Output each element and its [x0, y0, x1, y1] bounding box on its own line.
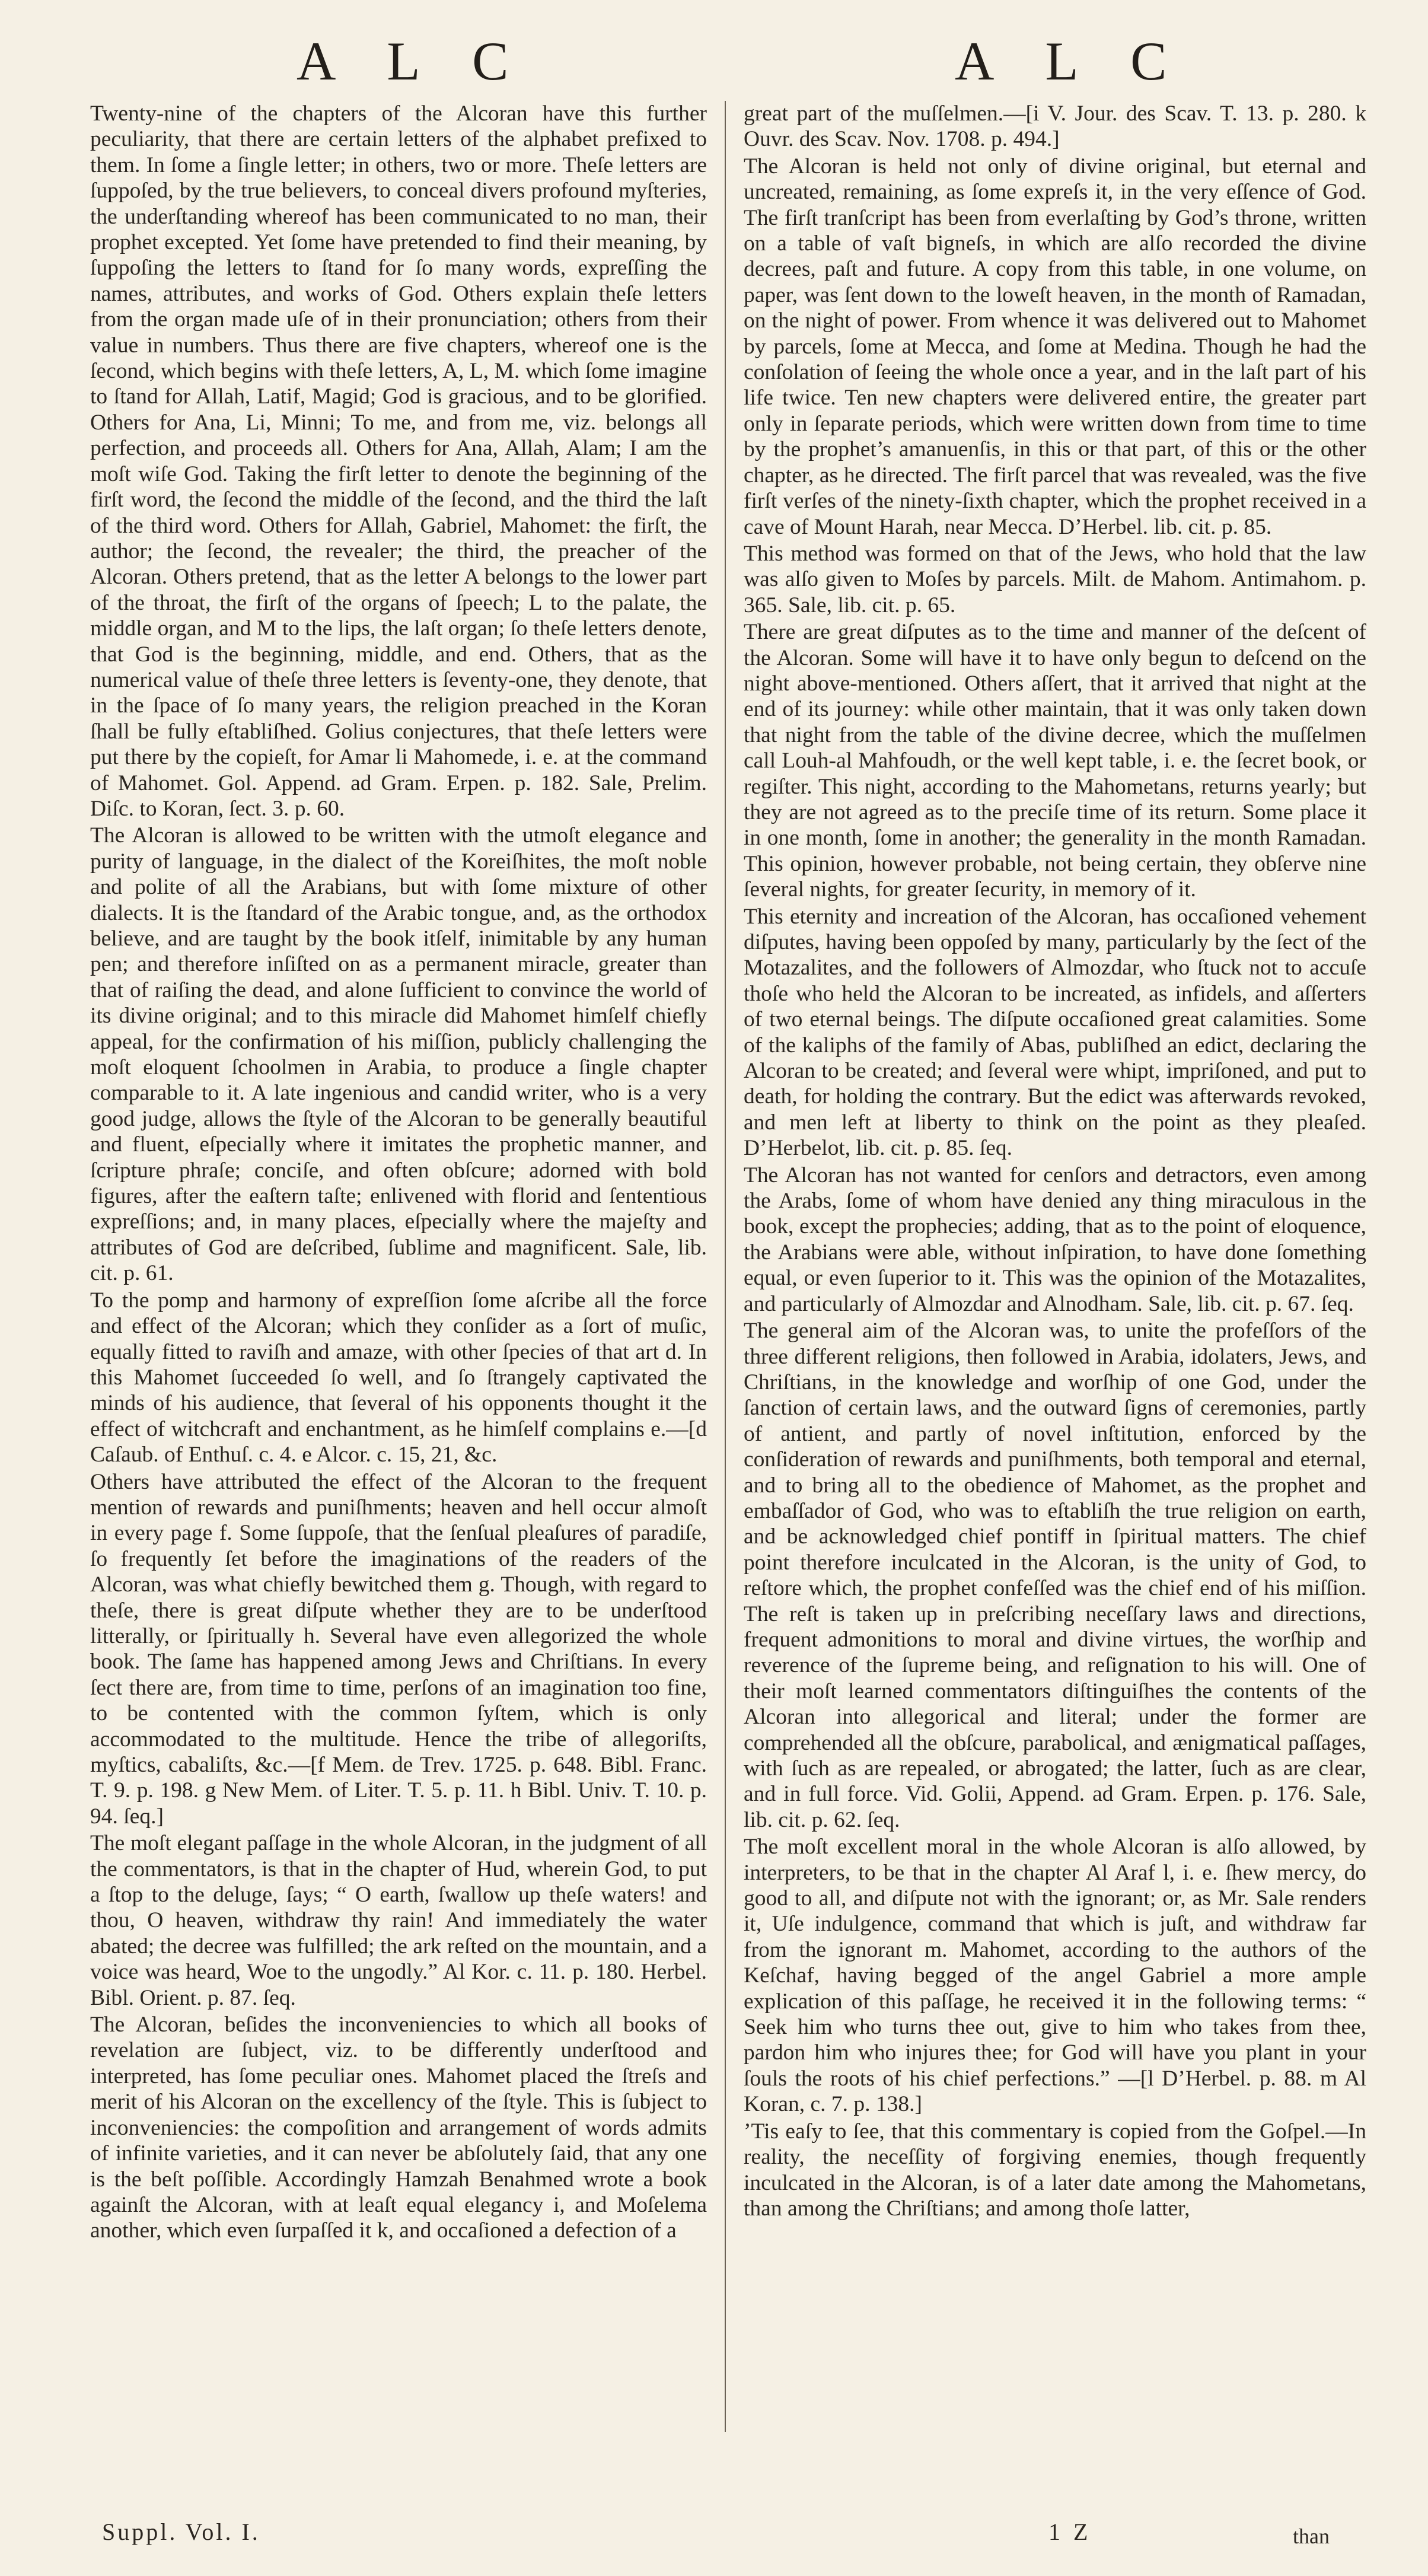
paragraph: The moſt elegant paſſage in the whole Alcoran, in the judgment of all the commentators, is that in the chapter of Hud, wherein God, to put a ſtop to the deluge, ſays; “ O earth, ſwallow up theſe waters! and thou, O heaven, withdraw thy rain! And immediately the water abated; the decree was fulfilled; the ark reſted on the mountain, and a voice was heard, Woe to the ungodly.” Al Kor. c. 11. p. 180. Herbel. Bibl. Orient. p. 87. ſeq. [90, 1831, 707, 2010]
column-rule [725, 101, 726, 2432]
running-head-right: A L C [955, 31, 1187, 91]
left-column [90, 101, 707, 2509]
right-column [744, 101, 1366, 2509]
paragraph: The Alcoran is allowed to be written with the utmoſt elegance and purity of language, in the dialect of the Koreiſhites, the moſt noble and polite of all the Arabians, but with ſome mixture of other dialects. It is the ſtandard of the Arabic tongue, and, as the orthodox believe, and are taught by the book itſelf, inimitable by any human pen; and therefore inſiſted on as a permanent miracle, greater than that of raiſing the dead, and alone ſufficient to convince the world of its divine original; and to this miracle did Mahomet himſelf chiefly appeal, for the confirmation of his miſſion, publicly challenging the moſt eloquent ſchoolmen in Arabia, to produce a ſingle chapter comparable to it. A late ingenious and candid writer, who is a very good judge, allows the ſtyle of the Alcoran to be generally beautiful and fluent, eſpecially where it imitates the prophetic manner, and ſcripture phraſe; conciſe, and often obſcure; adorned with bold figures, after the eaſtern taſte; enlivened with florid and ſententious expreſſions; and, in many places, eſpecially where the majeſty and attributes of God are deſcribed, ſublime and magnificent. Sale, lib. cit. p. 61. [90, 823, 707, 1286]
paragraph: The Alcoran is held not only of divine original, but eternal and uncreated, remaining, as ſome expreſs it, in the very eſſence of God. The firſt tranſcript has been from everlaſting by God’s throne, written on a table of vaſt bigneſs, in which are alſo recorded the divine decrees, paſt and future. A copy from this table, in one volume, on paper, was ſent down to the loweſt heaven, in the month of Ramadan, on the night of power. From whence it was delivered out to Mahomet by parcels, ſome at Mecca, and ſome at Medina. Though he had the conſolation of ſeeing the whole once a year, and in the laſt part of his life twice. Ten new chapters were delivered entire, the greater part only in ſeparate periods, which were written down from time to time by the prophet’s amanuenſis, in this or that part, of this or the other chapter, as he directed. The firſt parcel that was revealed, was the five firſt verſes of the ninety-ſixth chapter, which the prophet received in a cave of Mount Harah, near Mecca. D’Herbel. lib. cit. p. 85. [744, 154, 1366, 539]
paragraph: The general aim of the Alcoran was, to unite the profeſſors of the three different religions, then followed in Arabia, idolaters, Jews, and Chriſtians, in the knowledge and worſhip of one God, under the ſanction of certain laws, and the outward ſigns of ceremonies, partly of antient, and partly of novel inſtitution, enforced by the conſideration of rewards and puniſhments, both temporal and eternal, and to bring all to the obedience of Mahomet, as the prophet and embaſſador of God, who was to eſtabliſh the true religion on earth, and be acknowledged chief pontiff in ſpiritual matters. The chief point therefore inculcated in the Alcoran, is the unity of God, to reſtore which, the prophet confeſſed was the chief end of his miſſion. The reſt is taken up in preſcribing neceſſary laws and directions, frequent admonitions to moral and divine virtues, the worſhip and reverence of the ſupreme being, and reſignation to his will. One of their moſt learned commentators diſtinguiſhes the contents of the Alcoran into allegorical and literal; under the former are comprehended all the obſcure, parabolical, and ænigmatical paſſages, with ſuch as are repealed, or abrogated; the latter, ſuch as are clear, and in full force. Vid. Golii, Append. ad Gram. Erpen. p. 176. Sale, lib. cit. p. 62. ſeq. [744, 1319, 1366, 1832]
paragraph: To the pomp and harmony of expreſſion ſome aſcribe all the force and effect of the Alcoran; which they conſider as a ſort of muſic, equally fitted to raviſh and amaze, with other ſpecies of that art d. In this Mahomet ſucceeded ſo well, and ſo ſtrangely captivated the minds of his audience, that ſeveral of his opponents thought it the effect of witchcraft and enchantment, as he himſelf complains e.—[d Caſaub. of Enthuſ. c. 4. e Alcor. c. 15, 21, &c. [90, 1288, 707, 1467]
paragraph: great part of the muſſelmen.—[i V. Jour. des Scav. T. 13. p. 280. k Ouvr. des Scav. Nov. 1708. p. 494.] [744, 101, 1366, 152]
paragraph: This method was formed on that of the Jews, who hold that the law was alſo given to Moſes by parcels. Milt. de Mahom. Antimahom. p. 365. Sale, lib. cit. p. 65. [744, 541, 1366, 617]
catchword: than [1293, 2524, 1330, 2548]
running-head-left: A L C [297, 31, 529, 91]
paragraph: The Alcoran, beſides the inconveniencies to which all books of revelation are ſubject, viz. to be differently underſtood and interpreted, has ſome peculiar ones. Mahomet placed the ſtreſs and merit of his Alcoran on the excellency of the ſtyle. This is ſubject to inconveniencies: the compoſition and arrangement of words admits of infinite varieties, and it can never be abſolutely ſaid, that any one is the beſt poſſible. Accordingly Hamzah Benahmed wrote a book againſt the Alcoran, with at leaſt equal elegancy i, and Moſelema another, which even ſurpaſſed it k, and occaſioned a defection of a [90, 2013, 707, 2243]
paragraph: The moſt excellent moral in the whole Alcoran is alſo allowed, by interpreters, to be that in the chapter Al Araf l, i. e. ſhew mercy, do good to all, and diſpute not with the ignorant; or, as Mr. Sale renders it, Uſe indulgence, command that which is juſt, and withdraw far from the ignorant m. Mahomet, according to the authors of the Keſchaf, having begged of the angel Gabriel a more ample explication of this paſſage, he received it in the following terms: “ Seek him who turns thee out, give to him who takes from thee, pardon him who injures thee; for God will have you plant in your ſouls the roots of his chief perfections.” —[l D’Herbel. p. 88. m Al Koran, c. 7. p. 138.] [744, 1835, 1366, 2117]
running-header [0, 24, 1428, 89]
paragraph: ’Tis eaſy to ſee, that this commentary is copied from the Goſpel.—In reality, the neceſſity of forgiving enemies, though frequently inculcated in the Alcoran, is of a later date among the Mahometans, than among the Chriſtians; and among thoſe latter, [744, 2119, 1366, 2221]
paragraph: The Alcoran has not wanted for cenſors and detractors, even among the Arabs, ſome of whom have denied any thing miraculous in the book, except the prophecies; adding, that as to the point of eloquence, the Arabians were able, without inſpiration, to have done ſomething equal, or even ſuperior to it. This was the opinion of the Motazalites, and particularly of Almozdar and Alnodham. Sale, lib. cit. p. 67. ſeq. [744, 1163, 1366, 1316]
paragraph: Others have attributed the effect of the Alcoran to the frequent mention of rewards and puniſhments; heaven and hell occur almoſt in every page f. Some ſuppoſe, that the ſenſual pleaſures of paradiſe, ſo frequently ſet before the imaginations of the readers of the Alcoran, was what chiefly bewitched them g. Though, with regard to theſe, there is great diſpute whether they are to be underſtood litterally, or ſpiritually h. Several have even allegorized the whole book. The ſame has happened among Jews and Chriſtians. In every ſect there are, from time to time, perſons of an imagination too fine, to be contented with the common ſyſtem, which is only accommodated to the multitude. Hence the tribe of allegoriſts, myſtics, cabaliſts, &c.—[f Mem. de Trev. 1725. p. 648. Bibl. Franc. T. 9. p. 198. g New Mem. of Liter. T. 5. p. 11. h Bibl. Univ. T. 10. p. 94. ſeq.] [90, 1469, 707, 1829]
page-footer [0, 2518, 1428, 2553]
volume-signature: Suppl. Vol. I. [102, 2518, 260, 2545]
paragraph: There are great diſputes as to the time and manner of the deſcent of the Alcoran. Some will have it to have only begun to deſcend on the night above-mentioned. Others aſſert, that it arrived that night at the end of its journey: while other maintain, that it was only taken down that night from the table of the divine decree, which the muſſelmen call Louh-al Mahfoudh, or the well kept table, i. e. the ſecret book, or regiſter. This night, according to the Mahometans, returns yearly; but they are not agreed as to the preciſe time of its return. Some place it in one month, ſome in another; the generality in the month Ramadan. This opinion, however probable, not being certain, they obſerve nine ſeveral nights, for greater ſecurity, in memory of it. [744, 620, 1366, 902]
paragraph: This eternity and increation of the Alcoran, has occaſioned vehement diſputes, having been oppoſed by many, particularly by the ſect of the Motazalites, and the followers of Almozdar, who ſtuck not to accuſe thoſe who held the Alcoran to be increated, as infidels, and aſſerters of two eternal beings. The diſpute occaſioned great calamities. Some of the kaliphs of the family of Abas, publiſhed an edict, declaring the Alcoran to be created; and ſeveral were whipt, impriſoned, and put to death, for holding the contrary. But the edict was afterwards revoked, and men left at liberty to think on the point as they pleaſed. D’Herbelot, lib. cit. p. 85. ſeq. [744, 904, 1366, 1161]
gathering-mark: 1 Z [1048, 2518, 1092, 2545]
paragraph: Twenty-nine of the chapters of the Alcoran have this further peculiarity, that there are certain letters of the alphabet prefixed to them. In ſome a ſingle letter; in others, two or more. Theſe letters are ſuppoſed, by the true believers, to conceal divers profound myſteries, the underſtanding whereof has been communicated to no man, their prophet excepted. Yet ſome have pretended to find their meaning, by ſuppoſing the letters to ſtand for ſo many words, expreſſing the names, attributes, and works of God. Others explain theſe letters from the organ made uſe of in their pronunciation; others from their value in numbers. Thus there are five chapters, whereof one is the ſecond, which begins with theſe letters, A, L, M. which ſome imagine to ſtand for Allah, Latif, Magid; God is gracious, and to be glorified. Others for Ana, Li, Minni; To me, and from me, viz. belongs all perfection, and proceeds all. Others for Ana, Allah, Alam; I am the moſt wiſe God. Taking the firſt letter to denote the beginning of the firſt word, the ſecond the middle of the ſecond, and the third the laſt of the third word. Others for Allah, Gabriel, Mahomet: the firſt, the author; the ſecond, the revealer; the third, the preacher of the Alcoran. Others pretend, that as the letter A belongs to the lower part of the throat, the firſt of the organs of ſpeech; L to the palate, the middle organ, and M to the lips, the laſt organ; ſo theſe letters denote, that God is the beginning, middle, and end. Others, that as the numerical value of theſe three letters is ſeventy-one, they denote, that in the ſpace of ſo many years, the religion preached in the Koran ſhall be fully eſtabliſhed. Golius conjectures, that theſe letters were put there by the copieſt, for Amar li Mahomede, i. e. at the command of Mahomet. Gol. Append. ad Gram. Erpen. p. 182. Sale, Prelim. Diſc. to Koran, ſect. 3. p. 60. [90, 101, 707, 821]
